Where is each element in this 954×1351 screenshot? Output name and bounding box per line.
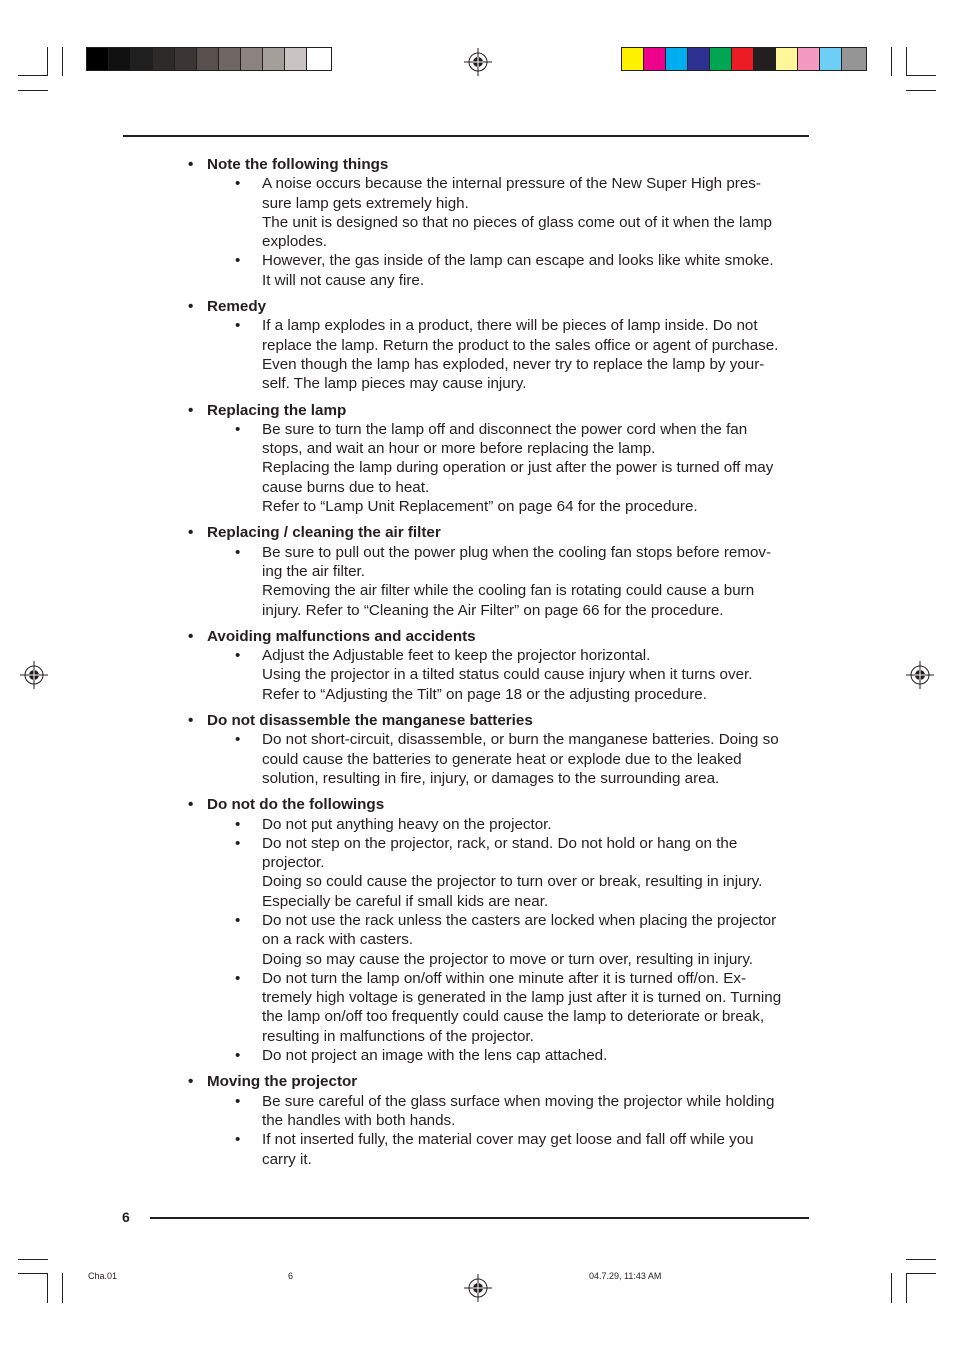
bullet-icon: • bbox=[235, 252, 241, 270]
list-item bbox=[231, 1130, 811, 1169]
section-heading-text: Avoiding malfunctions and accidents bbox=[207, 627, 476, 645]
list-item bbox=[231, 1046, 811, 1065]
section bbox=[186, 155, 811, 290]
list-item-line: Removing the air filter while the cooling fan is rotating could cause a burn bbox=[262, 582, 755, 600]
list-item-line: A noise occurs because the internal pressure of the New Super High pres- bbox=[262, 175, 761, 193]
crop-mark bbox=[18, 1259, 48, 1260]
list-item-line: the lamp on/off too frequently could cause the lamp to deteriorate or break, bbox=[262, 1008, 765, 1026]
list-item-line: Be sure to turn the lamp off and disconnect the power cord when the fan bbox=[262, 420, 748, 438]
section bbox=[186, 711, 811, 788]
color-swatch bbox=[820, 48, 842, 70]
safety-notes bbox=[186, 155, 811, 1176]
list-item-line: If not inserted fully, the material cover may get loose and fall off while you bbox=[262, 1131, 754, 1149]
registration-mark-icon bbox=[464, 1274, 492, 1302]
section-heading-text: Moving the projector bbox=[207, 1073, 358, 1091]
list-item-line: Be sure to pull out the power plug when the cooling fan stops before remov- bbox=[262, 543, 772, 561]
section-heading-text: Do not disassemble the manganese batteries bbox=[207, 712, 533, 730]
bullet-icon: • bbox=[188, 712, 194, 730]
crop-mark bbox=[906, 75, 936, 76]
header-rule bbox=[123, 135, 809, 137]
section-heading bbox=[186, 297, 811, 316]
list-item-line: Do not put anything heavy on the projector. bbox=[262, 815, 552, 833]
list-item-line: Adjust the Adjustable feet to keep the projector horizontal. bbox=[262, 647, 651, 665]
section bbox=[186, 795, 811, 1065]
crop-mark bbox=[62, 1273, 63, 1303]
registration-mark-icon bbox=[464, 48, 492, 76]
grayscale-color-bar bbox=[86, 47, 332, 71]
list-item bbox=[231, 730, 811, 788]
list-item bbox=[231, 543, 811, 620]
bullet-icon: • bbox=[235, 969, 241, 987]
color-swatch bbox=[644, 48, 666, 70]
color-swatch bbox=[131, 48, 153, 70]
list-item-line: sure lamp gets extremely high. bbox=[262, 194, 469, 212]
list-item-line: projector. bbox=[262, 854, 325, 872]
slug-page: 6 bbox=[288, 1271, 294, 1281]
registration-mark-icon bbox=[20, 661, 48, 689]
bullet-icon: • bbox=[235, 834, 241, 852]
list-item-line: Doing so could cause the projector to turn over or break, resulting in injury. bbox=[262, 873, 763, 891]
list-item-line: could cause the batteries to generate heat or explode due to the leaked bbox=[262, 750, 742, 768]
color-swatch bbox=[109, 48, 131, 70]
list-item-line: explodes. bbox=[262, 233, 328, 251]
bullet-icon: • bbox=[188, 627, 194, 645]
bullet-icon: • bbox=[235, 647, 241, 665]
list-item-line: Do not step on the projector, rack, or stand. Do not hold or hang on the bbox=[262, 834, 738, 852]
section bbox=[186, 297, 811, 393]
list-item bbox=[231, 969, 811, 1046]
list-item-line: Do not short-circuit, disassemble, or burn the manganese batteries. Doing so bbox=[262, 731, 779, 749]
crop-mark bbox=[47, 47, 48, 76]
list-item-line: Do not turn the lamp on/off within one minute after it is turned off/on. Ex- bbox=[262, 969, 747, 987]
bullet-icon: • bbox=[235, 317, 241, 335]
section-heading bbox=[186, 795, 811, 814]
list-item-line: carry it. bbox=[262, 1150, 312, 1168]
section-heading bbox=[186, 1072, 811, 1091]
bullet-icon: • bbox=[188, 156, 194, 173]
crop-mark bbox=[18, 75, 48, 76]
section bbox=[186, 627, 811, 704]
color-swatch bbox=[710, 48, 732, 70]
list-item-line: If a lamp explodes in a product, there will be pieces of lamp inside. Do not bbox=[262, 317, 758, 335]
list-item-line: injury. Refer to “Cleaning the Air Filter” on page 66 for the procedure. bbox=[262, 601, 724, 619]
bullet-icon: • bbox=[235, 543, 241, 561]
section-heading-text: Do not do the followings bbox=[207, 796, 385, 814]
color-swatch bbox=[307, 48, 331, 70]
list-item-line: Do not use the rack unless the casters are locked when placing the projector bbox=[262, 911, 777, 929]
color-swatch bbox=[776, 48, 798, 70]
list-item-line: the handles with both hands. bbox=[262, 1111, 456, 1129]
color-swatch bbox=[197, 48, 219, 70]
list-item-line: It will not cause any fire. bbox=[262, 271, 425, 289]
color-swatch bbox=[285, 48, 307, 70]
crop-mark bbox=[891, 47, 892, 76]
list-item-line: self. The lamp pieces may cause injury. bbox=[262, 375, 527, 393]
section bbox=[186, 1072, 811, 1168]
color-swatch bbox=[732, 48, 754, 70]
list-item-line: Be sure careful of the glass surface when moving the projector while holding bbox=[262, 1092, 775, 1110]
list-item bbox=[231, 815, 811, 834]
bullet-icon: • bbox=[188, 796, 194, 814]
slug-timestamp: 04.7.29, 11:43 AM bbox=[589, 1271, 662, 1281]
crop-mark bbox=[906, 47, 907, 76]
list-item bbox=[231, 834, 811, 911]
process-color-bar bbox=[621, 47, 867, 71]
color-swatch bbox=[175, 48, 197, 70]
bullet-icon: • bbox=[235, 1131, 241, 1149]
color-swatch bbox=[263, 48, 285, 70]
color-swatch bbox=[688, 48, 710, 70]
color-swatch bbox=[842, 48, 866, 70]
color-swatch bbox=[754, 48, 776, 70]
list-item-line: Refer to “Adjusting the Tilt” on page 18 or the adjusting procedure. bbox=[262, 685, 707, 703]
list-item bbox=[231, 646, 811, 704]
list-item bbox=[231, 251, 811, 290]
crop-mark bbox=[47, 1273, 48, 1303]
color-swatch bbox=[666, 48, 688, 70]
list-item-line: Do not project an image with the lens cap attached. bbox=[262, 1047, 608, 1065]
crop-mark bbox=[906, 1259, 936, 1260]
list-item-line: However, the gas inside of the lamp can escape and looks like white smoke. bbox=[262, 252, 774, 270]
list-item bbox=[231, 174, 811, 251]
bullet-icon: • bbox=[235, 1047, 241, 1065]
section-heading-text: Remedy bbox=[207, 298, 267, 316]
crop-mark bbox=[891, 1273, 892, 1303]
bullet-icon: • bbox=[188, 524, 194, 542]
bullet-icon: • bbox=[235, 911, 241, 929]
bullet-icon: • bbox=[235, 731, 241, 749]
section-heading bbox=[186, 711, 811, 730]
slug-file-name: Cha.01 bbox=[88, 1271, 118, 1281]
list-item-line: Replacing the lamp during operation or just after the power is turned off may bbox=[262, 459, 774, 477]
crop-mark bbox=[906, 1273, 936, 1274]
list-item-line: resulting in malfunctions of the projector. bbox=[262, 1027, 534, 1045]
crop-mark bbox=[906, 90, 936, 91]
list-item-line: on a rack with casters. bbox=[262, 931, 414, 949]
section-heading bbox=[186, 155, 811, 174]
list-item-line: Using the projector in a tilted status could cause injury when it turns over. bbox=[262, 666, 753, 684]
section bbox=[186, 523, 811, 619]
list-item bbox=[231, 420, 811, 516]
registration-mark-icon bbox=[906, 661, 934, 689]
list-item bbox=[231, 316, 811, 393]
list-item-line: solution, resulting in fire, injury, or damages to the surrounding area. bbox=[262, 769, 720, 787]
list-item-line: Even though the lamp has exploded, never try to replace the lamp by your- bbox=[262, 355, 765, 373]
bullet-icon: • bbox=[235, 420, 241, 438]
list-item-line: cause burns due to heat. bbox=[262, 478, 430, 496]
section-heading-text: Replacing the lamp bbox=[207, 401, 347, 419]
list-item-line: Especially be careful if small kids are near. bbox=[262, 892, 549, 910]
section-heading bbox=[186, 401, 811, 420]
bullet-icon: • bbox=[235, 1092, 241, 1110]
list-item-line: ing the air filter. bbox=[262, 562, 365, 580]
page-number: 6 bbox=[122, 1209, 130, 1225]
color-swatch bbox=[219, 48, 241, 70]
list-item bbox=[231, 911, 811, 969]
color-swatch bbox=[798, 48, 820, 70]
bullet-icon: • bbox=[188, 298, 194, 316]
section-heading-text: Replacing / cleaning the air filter bbox=[207, 524, 441, 542]
crop-mark bbox=[18, 90, 48, 91]
crop-mark bbox=[906, 1273, 907, 1303]
list-item-line: The unit is designed so that no pieces of glass come out of it when the lamp bbox=[262, 213, 772, 231]
list-item-line: Doing so may cause the projector to move or turn over, resulting in injury. bbox=[262, 950, 754, 968]
section-heading bbox=[186, 523, 811, 542]
crop-mark bbox=[62, 47, 63, 76]
crop-mark bbox=[18, 1273, 48, 1274]
list-item-line: tremely high voltage is generated in the lamp just after it is turned on. Turning bbox=[262, 989, 782, 1007]
section-heading-text: Note the following things bbox=[207, 156, 389, 173]
list-item-line: replace the lamp. Return the product to the sales office or agent of purchase. bbox=[262, 336, 779, 354]
bullet-icon: • bbox=[235, 175, 241, 193]
section-heading bbox=[186, 627, 811, 646]
color-swatch bbox=[622, 48, 644, 70]
footer-rule bbox=[150, 1217, 809, 1219]
bullet-icon: • bbox=[188, 1073, 194, 1091]
color-swatch bbox=[153, 48, 175, 70]
section bbox=[186, 401, 811, 517]
bullet-icon: • bbox=[188, 401, 194, 419]
bullet-icon: • bbox=[235, 815, 241, 833]
list-item bbox=[231, 1092, 811, 1131]
color-swatch bbox=[241, 48, 263, 70]
list-item-line: Refer to “Lamp Unit Replacement” on page 64 for the procedure. bbox=[262, 498, 698, 516]
list-item-line: stops, and wait an hour or more before replacing the lamp. bbox=[262, 440, 656, 458]
color-swatch bbox=[87, 48, 109, 70]
